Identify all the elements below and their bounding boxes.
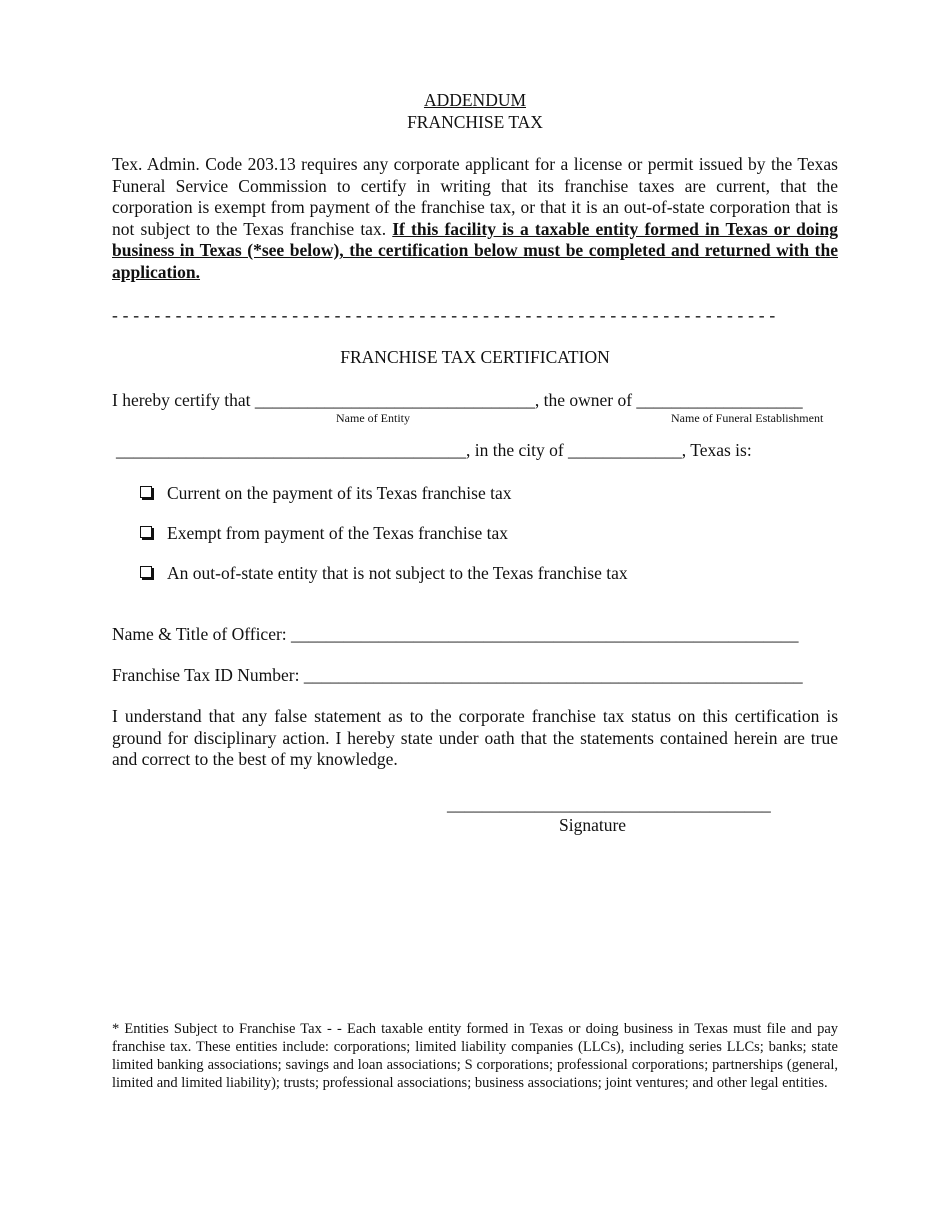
addendum-title: ADDENDUM (423, 90, 527, 110)
officer-line: Name & Title of Officer: __________________________________________________________ (112, 624, 799, 644)
certification-title: FRANCHISE TAX CERTIFICATION (340, 347, 610, 367)
option-out-of-state-label: An out-of-state entity that is not subject to the Texas franchise tax (167, 563, 628, 583)
option-out-of-state[interactable] (140, 562, 628, 584)
option-exempt[interactable] (140, 522, 508, 544)
tax-id-line: Franchise Tax ID Number: _________________________________________________________ (112, 665, 803, 685)
intro-text: Tex. Admin. Code 203.13 requires any corporate applicant for a license or permit issued by the Texas Funeral Service Commission to certify in writing that its franchise taxes are current, that the corporation is exempt from payment of the franchise tax, or that it is an out-of-state corporation that is not subject to the Texas franchise tax. (112, 154, 838, 239)
checkbox-out-of-state[interactable] (140, 566, 152, 578)
checkbox-exempt[interactable] (140, 526, 152, 538)
option-exempt-label: Exempt from payment of the Texas franchise tax (167, 523, 509, 543)
signature-label: Signature (559, 815, 627, 835)
option-current[interactable] (140, 482, 511, 504)
city-line: ________________________________________, in the city of _____________, Texas is: (116, 440, 752, 460)
checkbox-current[interactable] (140, 486, 152, 498)
franchise-tax-subtitle: FRANCHISE TAX (407, 112, 543, 132)
entity-name-caption: Name of Entity (336, 411, 410, 425)
footnote: * Entities Subject to Franchise Tax - - Each taxable entity formed in Texas or doing business in Texas must file and pay franchise tax. These entities include: corporations; limited liability companies (LLCs), including series LLCs; banks; state limited banking associations; savings and loan associations; S corporations; professional corporations; partnerships (general, limited and limited liability); trusts; professional associations; business associations; joint ventures; and other legal entities. (112, 1021, 838, 1091)
option-current-label: Current on the payment of its Texas franchise tax (167, 483, 512, 503)
intro-bold-text: If this facility is a taxable entity formed in Texas or doing business in Texas (*see below), the certification below must be completed and returned with the application. (112, 218, 838, 282)
establishment-name-caption: Name of Funeral Establishment (671, 411, 824, 425)
signature-line: _____________________________________ (447, 794, 771, 814)
intro-paragraph (112, 154, 838, 284)
section-divider: - - - - - - - - - - - - - - - - - - - - - - - - - - - - - - - - - - - - - - - - - - - - - - - - - - - - - - - - - - - - - - - (112, 305, 776, 325)
certify-entity-line: I hereby certify that ________________________________, the owner of ___________________ (112, 390, 803, 410)
statement-paragraph: I understand that any false statement as to the corporate franchise tax status on this certification is ground for disciplinary action. I hereby state under oath that the statements contained herein are true and correct to the best of my knowledge. (112, 706, 838, 770)
